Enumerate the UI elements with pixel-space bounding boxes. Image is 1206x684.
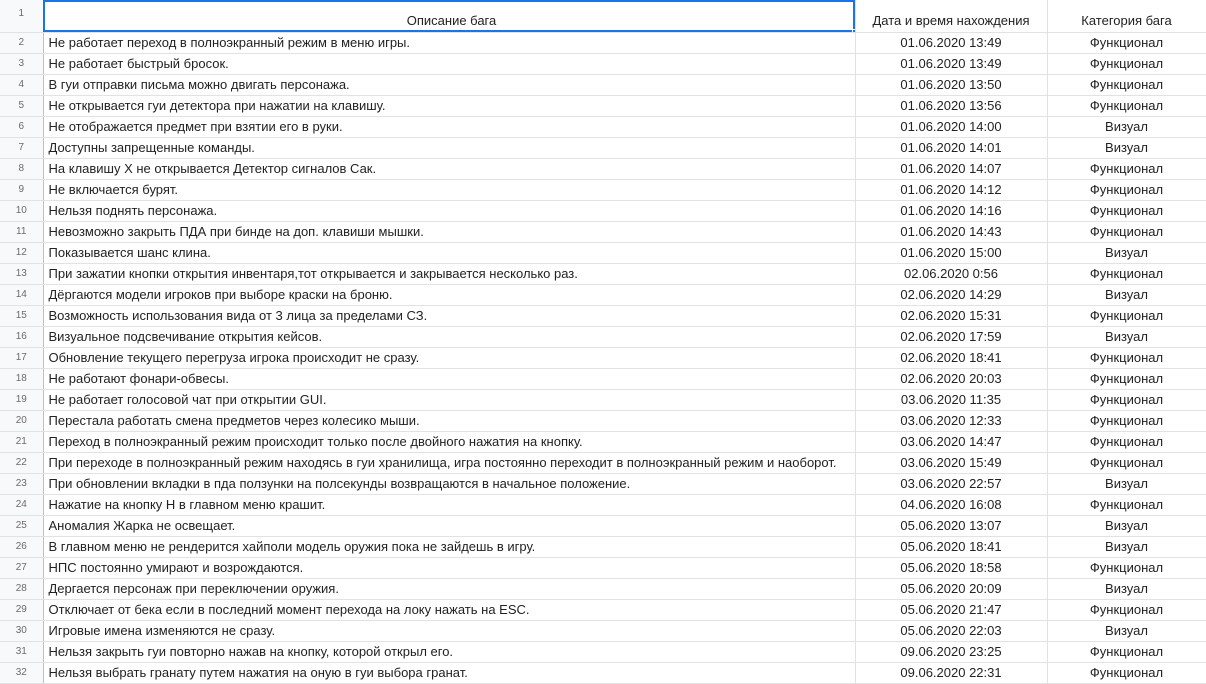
cell-datetime[interactable]: 03.06.2020 11:35 [855,389,1047,410]
header-cell-datetime[interactable]: Дата и время нахождения [855,0,1047,32]
row-number[interactable]: 26 [0,536,43,557]
table-row [0,347,1206,368]
cell-datetime[interactable]: 02.06.2020 15:31 [855,305,1047,326]
cell-datetime[interactable]: 01.06.2020 13:50 [855,74,1047,95]
row-number[interactable]: 13 [0,263,43,284]
cell-datetime[interactable]: 02.06.2020 14:29 [855,284,1047,305]
cell-category[interactable]: Функционал [1047,410,1206,431]
cell-datetime[interactable]: 02.06.2020 17:59 [855,326,1047,347]
row-number[interactable]: 24 [0,494,43,515]
table-row [0,515,1206,536]
table-row [0,641,1206,662]
row-number[interactable]: 2 [0,32,43,53]
cell-description[interactable]: Не работает быстрый бросок. [43,53,855,74]
cell-description[interactable]: Нельзя закрыть гуи повторно нажав на кнопку, которой открыл его. [43,641,855,662]
row-number[interactable]: 29 [0,599,43,620]
cell-description[interactable]: В главном меню не рендерится хайполи модель оружия пока не зайдешь в игру. [43,536,855,557]
table-row [0,557,1206,578]
cell-category[interactable]: Функционал [1047,305,1206,326]
cell-datetime[interactable]: 01.06.2020 13:49 [855,32,1047,53]
cell-description[interactable]: Обновление текущего перегруза игрока происходит не сразу. [43,347,855,368]
table-row [0,578,1206,599]
cell-description[interactable]: НПС постоянно умирают и возрождаются. [43,557,855,578]
cell-category[interactable]: Функционал [1047,53,1206,74]
cell-description[interactable]: Не отображается предмет при взятии его в руки. [43,116,855,137]
cell-category[interactable]: Визуал [1047,578,1206,599]
cell-description[interactable]: Игровые имена изменяются не сразу. [43,620,855,641]
row-number[interactable]: 21 [0,431,43,452]
row-number[interactable]: 19 [0,389,43,410]
cell-description[interactable]: Перестала работать смена предметов через колесико мыши. [43,410,855,431]
row-number[interactable]: 30 [0,620,43,641]
cell-category[interactable]: Функционал [1047,158,1206,179]
row-number[interactable]: 25 [0,515,43,536]
cell-category[interactable]: Визуал [1047,620,1206,641]
header-cell-category[interactable]: Категория бага [1047,0,1206,32]
table-row [0,662,1206,683]
table-row [0,158,1206,179]
cell-datetime[interactable]: 09.06.2020 23:25 [855,641,1047,662]
cell-category[interactable]: Функционал [1047,263,1206,284]
row-number[interactable]: 20 [0,410,43,431]
header-cell-description[interactable]: Описание бага [43,0,855,32]
cell-datetime[interactable]: 01.06.2020 15:00 [855,242,1047,263]
table-row [0,32,1206,53]
cell-datetime[interactable]: 05.06.2020 13:07 [855,515,1047,536]
table-row [0,599,1206,620]
cell-datetime[interactable]: 02.06.2020 0:56 [855,263,1047,284]
cell-description[interactable]: Нельзя поднять персонажа. [43,200,855,221]
cell-datetime[interactable]: 03.06.2020 14:47 [855,431,1047,452]
row-number[interactable]: 10 [0,200,43,221]
cell-category[interactable]: Функционал [1047,662,1206,683]
cell-category[interactable]: Визуал [1047,137,1206,158]
cell-description[interactable]: При переходе в полноэкранный режим находясь в гуи хранилища, игра постоянно переходит в полноэкранный режим и наоборот. [43,452,855,473]
cell-category[interactable]: Функционал [1047,599,1206,620]
row-number-1[interactable]: 1 [0,0,43,32]
cell-description[interactable]: Дергается персонаж при переключении оружия. [43,578,855,599]
table-row [0,452,1206,473]
cell-description[interactable]: Нажатие на кнопку Н в главном меню крашит. [43,494,855,515]
cell-datetime[interactable]: 03.06.2020 22:57 [855,473,1047,494]
cell-category[interactable]: Визуал [1047,515,1206,536]
cell-description[interactable]: Возможность использования вида от 3 лица за пределами СЗ. [43,305,855,326]
cell-datetime[interactable]: 05.06.2020 22:03 [855,620,1047,641]
cell-category[interactable]: Функционал [1047,494,1206,515]
cell-category[interactable]: Функционал [1047,641,1206,662]
table-row [0,95,1206,116]
cell-datetime[interactable]: 02.06.2020 18:41 [855,347,1047,368]
row-number[interactable]: 17 [0,347,43,368]
cell-category[interactable]: Функционал [1047,389,1206,410]
table-row [0,305,1206,326]
cell-category[interactable]: Функционал [1047,95,1206,116]
cell-datetime[interactable]: 01.06.2020 13:49 [855,53,1047,74]
row-number[interactable]: 9 [0,179,43,200]
cell-datetime[interactable]: 01.06.2020 13:56 [855,95,1047,116]
row-number[interactable]: 23 [0,473,43,494]
cell-description[interactable]: Не включается бурят. [43,179,855,200]
table-row [0,410,1206,431]
row-number[interactable]: 18 [0,368,43,389]
row-number[interactable]: 14 [0,284,43,305]
cell-description[interactable]: Не открывается гуи детектора при нажатии на клавишу. [43,95,855,116]
cell-description[interactable]: На клавишу Х не открывается Детектор сигналов Сак. [43,158,855,179]
cell-description[interactable]: Визуальное подсвечивание открытия кейсов. [43,326,855,347]
cell-datetime[interactable]: 03.06.2020 12:33 [855,410,1047,431]
cell-datetime[interactable]: 03.06.2020 15:49 [855,452,1047,473]
cell-category[interactable]: Визуал [1047,242,1206,263]
row-number[interactable]: 4 [0,74,43,95]
table-row [0,116,1206,137]
cell-datetime[interactable]: 05.06.2020 18:58 [855,557,1047,578]
table-row [0,74,1206,95]
row-number[interactable]: 8 [0,158,43,179]
cell-datetime[interactable]: 01.06.2020 14:12 [855,179,1047,200]
cell-description[interactable]: Не работают фонари-обвесы. [43,368,855,389]
table-row [0,326,1206,347]
cell-category[interactable]: Визуал [1047,536,1206,557]
cell-datetime[interactable]: 01.06.2020 14:43 [855,221,1047,242]
cell-description[interactable]: Дёргаются модели игроков при выборе краски на броню. [43,284,855,305]
cell-category[interactable]: Функционал [1047,179,1206,200]
cell-category[interactable]: Функционал [1047,452,1206,473]
cell-category[interactable]: Функционал [1047,74,1206,95]
row-number[interactable]: 27 [0,557,43,578]
cell-description[interactable]: При обновлении вкладки в пда ползунки на полсекунды возвращаются в начальное положение. [43,473,855,494]
table-row [0,200,1206,221]
table-row [0,473,1206,494]
table-row [0,221,1206,242]
row-number[interactable]: 6 [0,116,43,137]
cell-datetime[interactable]: 05.06.2020 21:47 [855,599,1047,620]
cell-datetime[interactable]: 09.06.2020 22:31 [855,662,1047,683]
table-row [0,242,1206,263]
row-number[interactable]: 5 [0,95,43,116]
cell-description[interactable]: В гуи отправки письма можно двигать персонажа. [43,74,855,95]
cell-datetime[interactable]: 05.06.2020 18:41 [855,536,1047,557]
row-number[interactable]: 32 [0,662,43,683]
header-row [0,0,1206,32]
cell-category[interactable]: Визуал [1047,473,1206,494]
cell-datetime[interactable]: 01.06.2020 14:00 [855,116,1047,137]
cell-description[interactable]: Нельзя выбрать гранату путем нажатия на оную в гуи выбора гранат. [43,662,855,683]
cell-description[interactable]: Не работает переход в полноэкранный режим в меню игры. [43,32,855,53]
table-row [0,368,1206,389]
cell-description[interactable]: При зажатии кнопки открытия инвентаря,тот открывается и закрывается несколько раз. [43,263,855,284]
row-number[interactable]: 31 [0,641,43,662]
table-row [0,431,1206,452]
table-row [0,137,1206,158]
cell-category[interactable]: Функционал [1047,200,1206,221]
table-row [0,536,1206,557]
cell-description[interactable]: Не работает голосовой чат при открытии GUI. [43,389,855,410]
cell-datetime[interactable]: 01.06.2020 14:07 [855,158,1047,179]
table-row [0,389,1206,410]
table-row [0,620,1206,641]
table-row [0,263,1206,284]
cell-datetime[interactable]: 01.06.2020 14:16 [855,200,1047,221]
cell-category[interactable]: Функционал [1047,557,1206,578]
cell-category[interactable]: Функционал [1047,32,1206,53]
table-row [0,284,1206,305]
cell-description[interactable]: Показывается шанс клина. [43,242,855,263]
cell-datetime[interactable]: 04.06.2020 16:08 [855,494,1047,515]
cell-category[interactable]: Визуал [1047,116,1206,137]
row-number[interactable]: 7 [0,137,43,158]
cell-datetime[interactable]: 05.06.2020 20:09 [855,578,1047,599]
cell-category[interactable]: Визуал [1047,284,1206,305]
row-number[interactable]: 22 [0,452,43,473]
selection-fill-handle[interactable] [852,29,856,33]
row-number[interactable]: 16 [0,326,43,347]
cell-datetime[interactable]: 02.06.2020 20:03 [855,368,1047,389]
row-number[interactable]: 28 [0,578,43,599]
table-row [0,179,1206,200]
cell-description[interactable]: Переход в полноэкранный режим происходит только после двойного нажатия на кнопку. [43,431,855,452]
row-number[interactable]: 3 [0,53,43,74]
cell-description[interactable]: Отключает от бека если в последний момент перехода на локу нажать на ESC. [43,599,855,620]
cell-category[interactable]: Визуал [1047,326,1206,347]
row-number[interactable]: 11 [0,221,43,242]
cell-description[interactable]: Аномалия Жарка не освещает. [43,515,855,536]
table-row [0,53,1206,74]
cell-category[interactable]: Функционал [1047,431,1206,452]
cell-category[interactable]: Функционал [1047,368,1206,389]
row-number[interactable]: 12 [0,242,43,263]
cell-datetime[interactable]: 01.06.2020 14:01 [855,137,1047,158]
cell-category[interactable]: Функционал [1047,221,1206,242]
table-row [0,494,1206,515]
cell-description[interactable]: Невозможно закрыть ПДА при бинде на доп. клавиши мышки. [43,221,855,242]
cell-category[interactable]: Функционал [1047,347,1206,368]
row-number[interactable]: 15 [0,305,43,326]
cell-description[interactable]: Доступны запрещенные команды. [43,137,855,158]
